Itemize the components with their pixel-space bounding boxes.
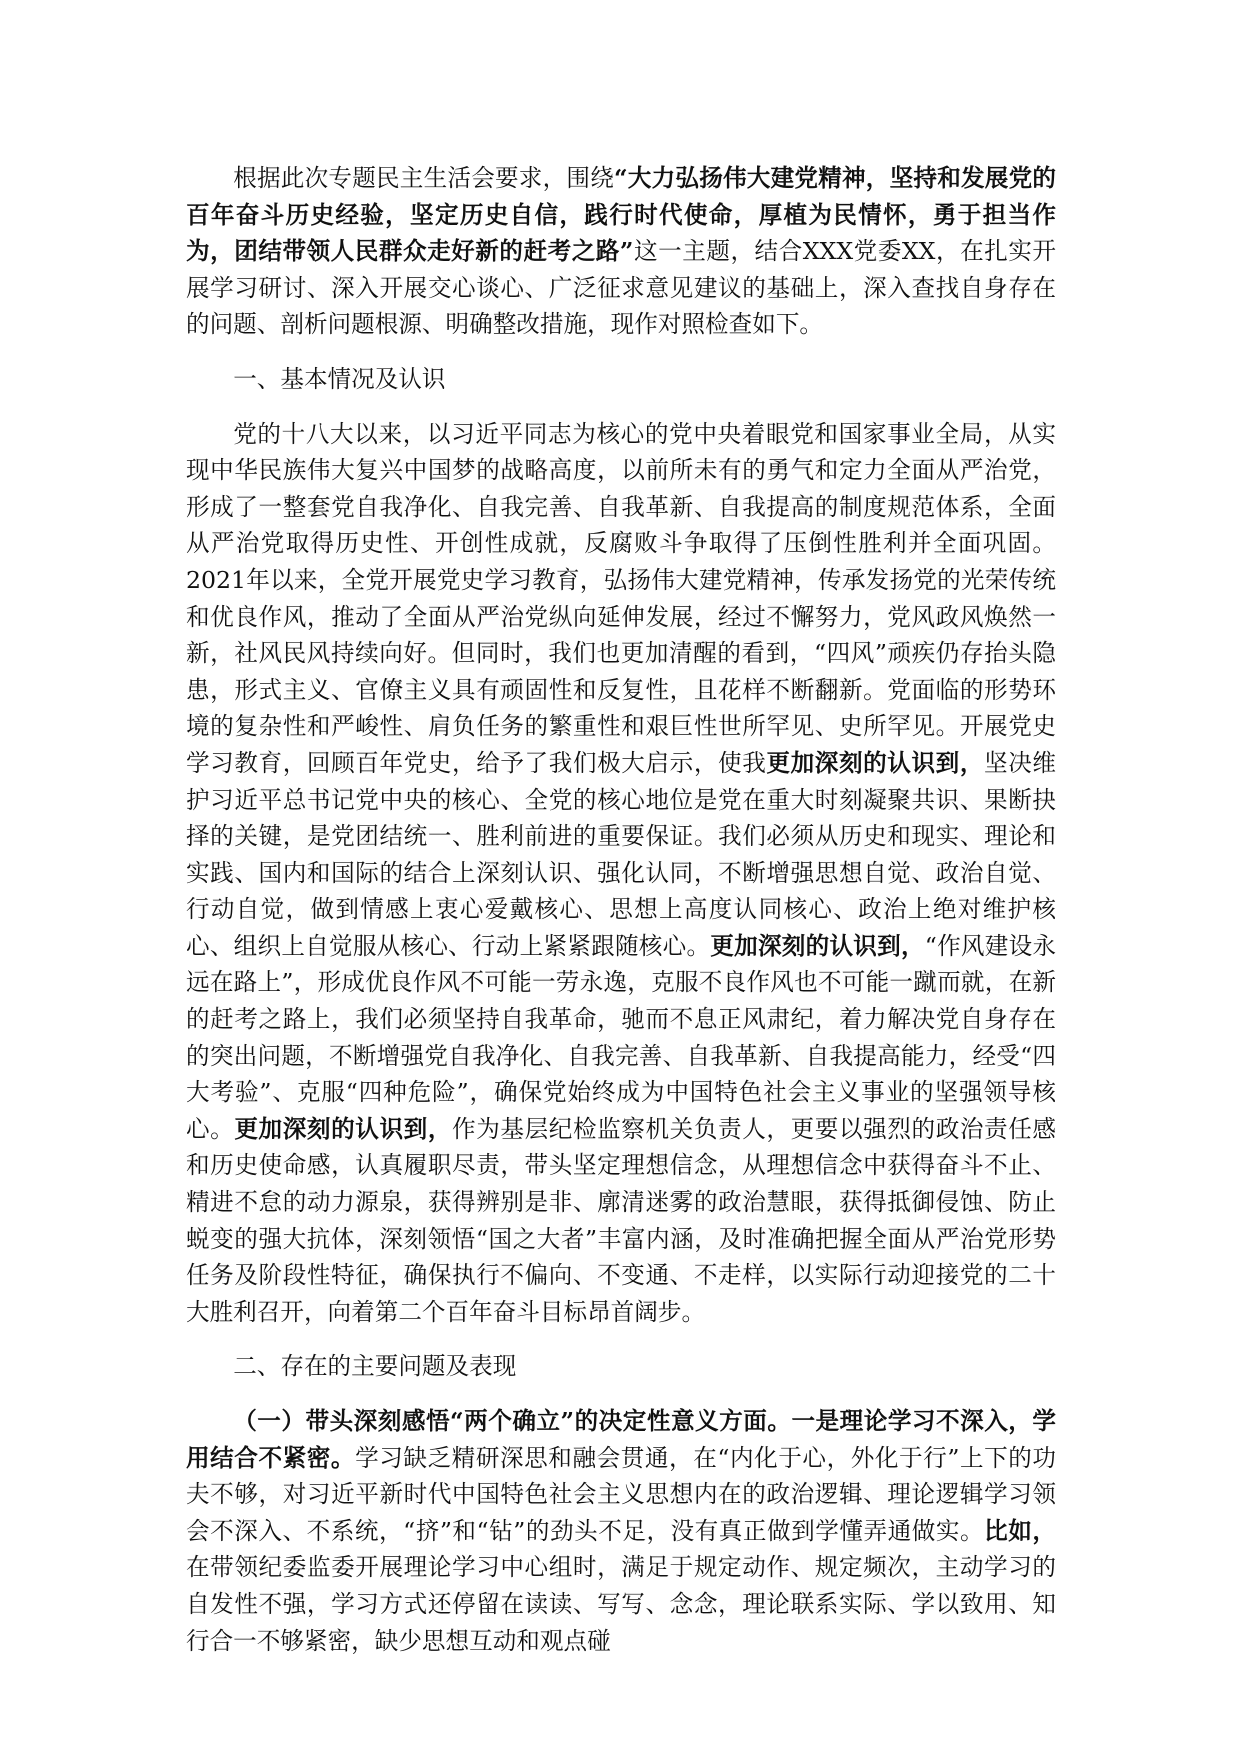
document-page xyxy=(186,160,1056,1659)
intro-paragraph xyxy=(186,160,1056,343)
body1-text-1: 党的十八大以来，以习近平同志为核心的党中央着眼党和国家事业全局，从实现中华民族伟大复兴中国梦的战略高度，以前所未有的勇气和定力全面从严治党，形成了一整套党自我净化、自我完善、自我革新、自我提高的制度规范体系，全面从严治党取得历史性、开创性成就，反腐败斗争取得了压倒性胜利并全面巩固。2021年以来，全党开展党史学习教育，弘扬伟大建党精神，传承发扬党的光荣传统和优良作风，推动了全面从严治党纵向延伸发展，经过不懈努力，党风政风焕然一新，社风民风持续向好。但同时，我们也更加清醒的看到，“四风”顽疾仍存抬头隐患，形式主义、官僚主义具有顽固性和反复性，且花样不断翻新。党面临的形势环境的复杂性和严峻性、肩负任务的繁重性和艰巨性世所罕见、史所罕见。开展党史学习教育，回顾百年党史，给予了我们极大启示，使我 xyxy=(186,419,1056,777)
section-heading-1: 一、基本情况及认识 xyxy=(233,364,446,393)
basic-situation-paragraph xyxy=(186,416,1056,1331)
section-heading-2: 二、存在的主要问题及表现 xyxy=(233,1352,517,1381)
body1-text-3: “作风建设永远在路上”，形成优良作风不可能一劳永逸，克服不良作风也不可能一蹴而就，在新的赶考之路上，我们必须坚持自我革命，驰而不息正风肃纪，着力解决党自身存在的突出问题，不断增强党自我净化、自我完善、自我革新、自我提高能力，经受“四大考验”、克服“四种危险”，确保党始终成为中国特色社会主义事业的坚强领导核心。 xyxy=(186,931,1057,1143)
intro-text-2: 这一主题，结合XXX党委XX，在扎实开展学习研讨、深入开展交心谈心、广泛征求意见建议的基础上，深入查找自身存在的问题、剖析问题根源、明确整改措施，现作对照检查如下。 xyxy=(186,237,1057,339)
body2-bold-1: （一）带头深刻感悟“两个确立”的决定性意义方面。一是理论学习不深入，学用结合不紧密。 xyxy=(186,1407,1056,1472)
body1-text-4: 作为基层纪检监察机关负责人，更要以强烈的政治责任感和历史使命感，认真履职尽责，带头坚定理想信念，从理想信念中获得奋斗不止、精进不怠的动力源泉，获得辨别是非、廓清迷雾的政治慧眼，获得抵御侵蚀、防止蜕变的强大抗体，深刻领悟“国之大者”丰富内涵，及时准确把握全面从严治党形势任务及阶段性特征，确保执行不偏向、不变通、不走样，以实际行动迎接党的二十大胜利召开，向着第二个百年奋斗目标昂首阔步。 xyxy=(186,1114,1057,1326)
body2-text-1: 学习缺乏精研深思和融会贯通，在“内化于心，外化于行”上下的功夫不够，对习近平新时代中国特色社会主义思想内在的政治逻辑、理论逻辑学习领会不深入、不系统，“挤”和“钻”的劲头不足，没有真正做到学懂弄通做实。 xyxy=(186,1443,1057,1545)
problems-paragraph xyxy=(186,1403,1056,1659)
body1-bold-2: 更加深刻的认识到， xyxy=(710,931,925,960)
body2-bold-2: 比如， xyxy=(984,1516,1056,1545)
body1-text-2: 坚决维护习近平总书记党中央的核心、全党的核心地位是党在重大时刻凝聚共识、果断抉择的关键，是党团结统一、胜利前进的重要保证。我们必须从历史和现实、理论和实践、国内和国际的结合上深刻认识、强化认同，不断增强思想自觉、政治自觉、行动自觉，做到情感上衷心爱戴核心、思想上高度认同核心、政治上绝对维护核心、组织上自觉服从核心、行动上紧紧跟随核心。 xyxy=(186,748,1057,960)
body2-text-2: 在带领纪委监委开展理论学习中心组时，满足于规定动作、规定频次，主动学习的自发性不强，学习方式还停留在读读、写写、念念，理论联系实际、学以致用、知行合一不够紧密，缺少思想互动和观点碰 xyxy=(186,1553,1056,1655)
body1-bold-1: 更加深刻的认识到， xyxy=(766,748,985,777)
intro-theme-bold: “大力弘扬伟大建党精神，坚持和发展党的百年奋斗历史经验，坚定历史自信，践行时代使命，厚植为民情怀，勇于担当作为，团结带领人民群众走好新的赶考之路” xyxy=(186,164,1057,266)
intro-text-1: 根据此次专题民主生活会要求，围绕 xyxy=(233,164,615,192)
body1-bold-3: 更加深刻的认识到， xyxy=(234,1114,453,1143)
